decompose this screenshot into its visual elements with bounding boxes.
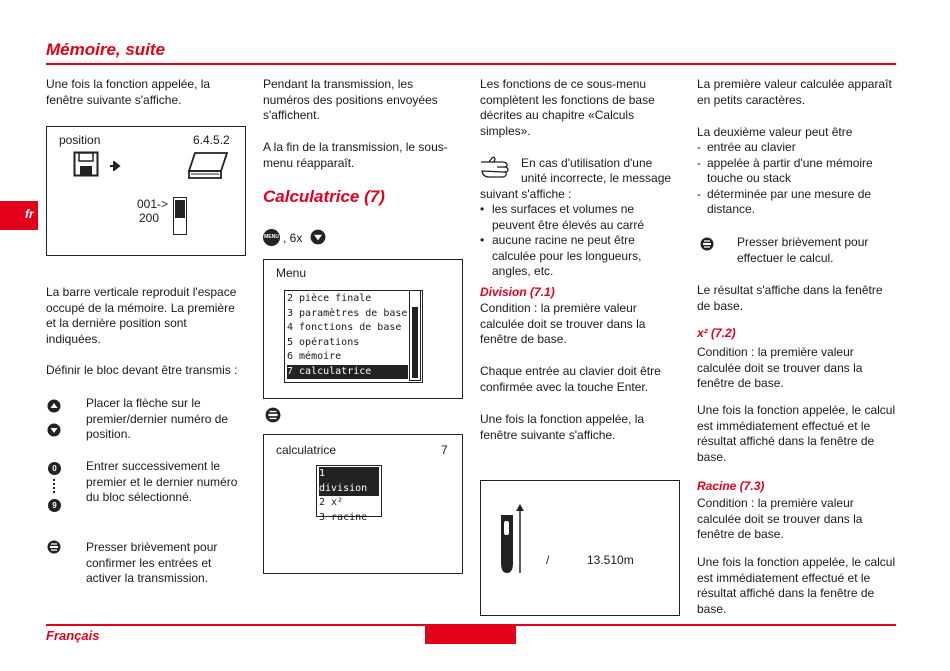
calculatrice-screen xyxy=(263,434,463,574)
position-value: 6.4.5.2 xyxy=(193,133,230,147)
note-line-2: unité incorrecte, le message xyxy=(521,171,672,185)
up-key-icon xyxy=(47,399,61,413)
step-enter-numbers: Entrer successivement le premier et le dernier numéro du bloc sélectionné. xyxy=(86,459,238,504)
menu-item: 5 opérations xyxy=(287,336,360,348)
x2-text: Condition : la première valeur calculée doit se trouver dans la fenêtre de base. xyxy=(697,345,863,390)
menu-scrollbar xyxy=(409,290,421,381)
col2-transmission: Pendant la transmission, les numéros des positions envoyées s'affichent. xyxy=(263,77,438,122)
menu-key-icon xyxy=(263,229,280,246)
menu-item: 3 paramètres de base xyxy=(287,307,408,319)
enter-key-icon xyxy=(47,540,61,554)
menu-item-selected: 7 calculatrice xyxy=(287,365,408,380)
col4-second-value: La deuxième valeur peut être xyxy=(697,125,853,139)
footer-language: Français xyxy=(46,628,100,643)
step-confirm: Presser brièvement pour confirmer les entrées et activer la transmission. xyxy=(86,540,218,585)
laptop-icon xyxy=(187,151,231,181)
menu-key-label: MENU xyxy=(264,234,279,240)
display-separator: / xyxy=(546,553,550,567)
option-item: - entrée au clavier xyxy=(697,140,892,156)
down-key-icon xyxy=(47,423,61,437)
racine-title: Racine (7.3) xyxy=(697,479,765,493)
menu-screen xyxy=(263,259,463,399)
col4-first-value: La première valeur calculée apparaît en petits caractères. xyxy=(697,77,892,107)
position-screen xyxy=(46,126,246,256)
section-title-calculatrice: Calculatrice (7) xyxy=(263,187,385,206)
press-calc-text: Presser brièvement pour effectuer le calcul. xyxy=(737,235,869,265)
key-dots xyxy=(53,479,58,493)
arrow-right-icon xyxy=(109,161,121,171)
enter-key-icon xyxy=(700,237,714,251)
division-text: Condition : la première valeur calculée doit se trouver dans la fenêtre de base. xyxy=(480,301,646,346)
col4-result: Le résultat s'affiche dans la fenêtre de base. xyxy=(697,283,883,313)
x2-result: Une fois la fonction appelée, le calcul est immédiatement effectué et le résultat affiché dans la fenêtre de base. xyxy=(697,403,896,464)
option-item: - appelée à partir d'une mémoire touche ou stack xyxy=(697,156,892,187)
menu-list-items xyxy=(285,291,422,380)
note-bullets xyxy=(480,202,680,280)
col1-intro: Une fois la fonction appelée, la fenêtre suivante s'affiche. xyxy=(46,77,211,107)
calc-item: 3 racine xyxy=(319,511,368,523)
header-rule xyxy=(46,63,896,65)
col1-memory-bar-text: La barre verticale reproduit l'espace occupé de la mémoire. La première et la dernière position sont indiquées. xyxy=(46,285,237,346)
racine-text: Condition : la première valeur calculée doit se trouver dans la fenêtre de base. xyxy=(697,496,863,541)
key-9-icon xyxy=(48,499,61,512)
col3-intro: Les fonctions de ce sous-menu complètent les fonctions de base décrites au chapitre «Calculs simples». xyxy=(480,77,655,138)
menu-list xyxy=(284,290,423,383)
key-0-icon xyxy=(48,462,61,475)
range-start-value: 001 xyxy=(137,197,158,211)
bullet-item: • aucune racine ne peut être calculée pour les longueurs, angles, etc. xyxy=(480,233,680,280)
bullet-item: • les surfaces et volumes ne peuvent être élevés au carré xyxy=(480,202,680,233)
menu-scrollbar-thumb xyxy=(412,307,418,378)
menu-item: 6 mémoire xyxy=(287,351,342,362)
position-label: position xyxy=(59,133,101,147)
division-title: Division (7.1) xyxy=(480,285,555,299)
enter-key-icon xyxy=(265,407,281,423)
col1-define-block: Définir le bloc devant être transmis : xyxy=(46,363,238,377)
calc-item: 2 x² xyxy=(319,497,344,508)
menu-key-count: , 6x xyxy=(283,231,303,245)
menu-title: Menu xyxy=(276,266,307,280)
down-key-icon xyxy=(310,229,326,245)
range-arrow: -> xyxy=(157,197,169,211)
note-line-1: En cas d'utilisation d'une xyxy=(521,156,653,170)
floppy-disk-icon xyxy=(73,151,99,177)
racine-result: Une fois la fonction appelée, le calcul est immédiatement effectué et le résultat affiché dans la fenêtre de base. xyxy=(697,555,896,616)
memory-bar xyxy=(173,197,187,235)
memory-bar-fill xyxy=(175,200,185,218)
footer-block xyxy=(425,624,516,644)
col2-end-transmission: A la fin de la transmission, le sous-menu réapparaît. xyxy=(263,140,448,170)
note-hand-icon xyxy=(480,156,514,178)
display-value: 13.510m xyxy=(587,553,634,567)
menu-item: 4 fonctions de base xyxy=(287,322,402,333)
col3-enter-confirm: Chaque entrée au clavier doit être confirmée avec la touche Enter. xyxy=(480,364,661,394)
calc-item-selected: 1 division xyxy=(319,467,379,496)
calc-list xyxy=(316,465,382,523)
menu-item: 2 pièce finale xyxy=(287,293,372,304)
division-screen xyxy=(480,480,680,616)
device-icon xyxy=(493,503,527,575)
x2-title: x² (7.2) xyxy=(697,326,736,340)
step-arrow-text: Placer la flèche sur le premier/dernier numéro de position. xyxy=(86,396,229,441)
key-0-label: 0 xyxy=(52,464,57,473)
range-end: 200 xyxy=(139,211,160,225)
page-title: Mémoire, suite xyxy=(46,40,166,59)
calc-title: calculatrice xyxy=(276,443,337,457)
note-line-3: suivant s'affiche : xyxy=(480,187,572,201)
calc-number: 7 xyxy=(441,443,448,457)
col3-window-appears: Une fois la fonction appelée, la fenêtre suivante s'affiche. xyxy=(480,412,645,442)
language-tab-label: fr xyxy=(25,207,34,221)
key-9-label: 9 xyxy=(52,501,57,510)
option-item: - déterminée par une mesure de distance. xyxy=(697,187,892,218)
second-value-options xyxy=(697,140,892,218)
